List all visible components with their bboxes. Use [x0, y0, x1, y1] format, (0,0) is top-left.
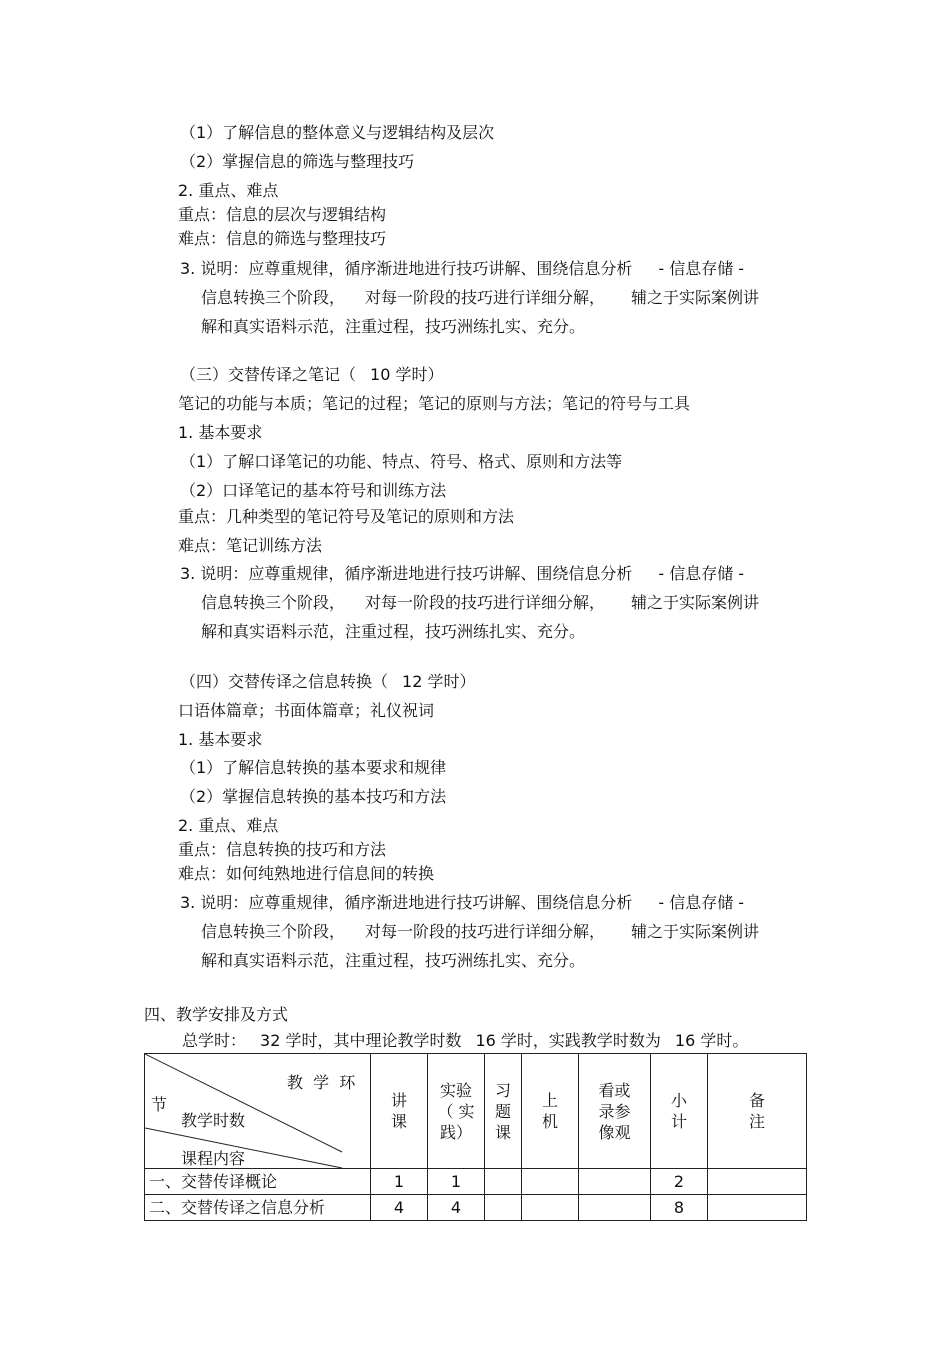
note-text: 辅之于实际案例讲: [631, 288, 760, 307]
total-hours-line: [182, 1031, 748, 1051]
note-line-3: 解和真实语料示范，注重过程，技巧洲练扎实、充分。: [201, 317, 586, 336]
table-cell: [522, 1195, 579, 1221]
note-text: - 信息存储 -: [658, 564, 745, 583]
section-title-text: （三）交替传译之笔记（: [180, 365, 357, 384]
corner-label-top: 教 学 环: [287, 1073, 356, 1092]
note-text: - 信息存储 -: [658, 893, 745, 912]
corner-label-bottom: 课程内容: [181, 1149, 246, 1168]
table-cell: [485, 1195, 522, 1221]
table-cell: [522, 1169, 579, 1195]
note-line-2: [201, 593, 759, 613]
note-text: 信息转换三个阶段，: [201, 593, 346, 612]
difficult-point: 难点：如何纯熟地进行信息间的转换: [178, 864, 435, 883]
section-title-text: （四）交替传译之信息转换（: [180, 672, 389, 691]
key-point: 重点：信息的层次与逻辑结构: [178, 205, 387, 224]
note-line-2: [201, 288, 759, 308]
difficult-point: 难点：笔记训练方法: [178, 536, 323, 555]
header-subtotal: 小 计: [651, 1054, 708, 1169]
note-line-3: 解和真实语料示范，注重过程，技巧洲练扎实、充分。: [201, 622, 586, 641]
key-difficult-title: 2. 重点、难点: [178, 816, 279, 835]
section-hours: 12 学时）: [402, 672, 476, 691]
objective-2: （2）口译笔记的基本符号和训练方法: [180, 481, 447, 500]
corner-label-jie: 节: [151, 1095, 168, 1114]
note-line-1: [180, 259, 744, 279]
hours-text: 16 学时，实践教学时数为: [475, 1031, 661, 1050]
header-video: 看或 录参 像观: [579, 1054, 651, 1169]
note-text: 辅之于实际案例讲: [631, 593, 760, 612]
requirements-title: 1. 基本要求: [178, 730, 263, 749]
table-cell: 1: [428, 1169, 485, 1195]
difficult-point: 难点：信息的筛选与整理技巧: [178, 229, 387, 248]
table-cell: 4: [371, 1195, 428, 1221]
note-text: 3. 说明：应尊重规律，循序渐进地进行技巧讲解、围绕信息分析: [180, 893, 633, 912]
header-computer: 上 机: [522, 1054, 579, 1169]
objective-1: （1）了解信息的整体意义与逻辑结构及层次: [180, 123, 495, 142]
table-cell: 1: [371, 1169, 428, 1195]
table-cell: 4: [428, 1195, 485, 1221]
hours-text: 32 学时，其中理论教学时数: [260, 1031, 462, 1050]
hours-text: 总学时：: [182, 1031, 247, 1050]
note-text: 对每一阶段的技巧进行详细分解，: [365, 922, 606, 941]
note-text: 信息转换三个阶段，: [201, 922, 346, 941]
objective-1: （1）了解口译笔记的功能、特点、符号、格式、原则和方法等: [180, 452, 623, 471]
table-cell: [708, 1169, 807, 1195]
hours-text: 16 学时。: [674, 1031, 749, 1050]
row-label: 二、交替传译之信息分析: [145, 1195, 371, 1221]
table-cell: [708, 1195, 807, 1221]
note-line-1: [180, 893, 744, 913]
header-experiment: 实验 （ 实 践）: [428, 1054, 485, 1169]
table-cell: [579, 1169, 651, 1195]
header-lecture: 讲 课: [371, 1054, 428, 1169]
note-line-1: [180, 564, 744, 584]
schedule-table: [144, 1053, 807, 1221]
note-text: 对每一阶段的技巧进行详细分解，: [365, 288, 606, 307]
table-row: [145, 1195, 807, 1221]
table-cell: [485, 1169, 522, 1195]
header-remarks: 备 注: [708, 1054, 807, 1169]
note-text: 信息转换三个阶段，: [201, 288, 346, 307]
note-text: - 信息存储 -: [658, 259, 745, 278]
header-exercise: 习 题 课: [485, 1054, 522, 1169]
note-text: 3. 说明：应尊重规律，循序渐进地进行技巧讲解、围绕信息分析: [180, 564, 633, 583]
key-point: 重点：几种类型的笔记符号及笔记的原则和方法: [178, 507, 515, 526]
objective-2: （2）掌握信息转换的基本技巧和方法: [180, 787, 447, 806]
section-hours: 10 学时）: [370, 365, 444, 384]
note-line-3: 解和真实语料示范，注重过程，技巧洲练扎实、充分。: [201, 951, 586, 970]
row-label: 一、交替传译概论: [145, 1169, 371, 1195]
part-4-heading: 四、教学安排及方式: [144, 1005, 289, 1024]
table-header-row: [145, 1054, 807, 1169]
requirements-title: 1. 基本要求: [178, 423, 263, 442]
section-3-title: [180, 365, 443, 385]
objective-2: （2）掌握信息的筛选与整理技巧: [180, 152, 415, 171]
key-difficult-title: 2. 重点、难点: [178, 181, 279, 200]
corner-cell: [145, 1054, 371, 1169]
note-text: 3. 说明：应尊重规律，循序渐进地进行技巧讲解、围绕信息分析: [180, 259, 633, 278]
section-3-topics: 笔记的功能与本质；笔记的过程；笔记的原则与方法；笔记的符号与工具: [178, 394, 691, 413]
table-cell: 8: [651, 1195, 708, 1221]
section-4-title: [180, 672, 475, 692]
section-4-topics: 口语体篇章；书面体篇章；礼仪祝词: [178, 701, 435, 720]
table-cell: [579, 1195, 651, 1221]
key-point: 重点：信息转换的技巧和方法: [178, 840, 387, 859]
note-text: 对每一阶段的技巧进行详细分解，: [365, 593, 606, 612]
corner-label-mid: 教学时数: [181, 1111, 246, 1130]
note-line-2: [201, 922, 759, 942]
table-row: [145, 1169, 807, 1195]
table-cell: 2: [651, 1169, 708, 1195]
note-text: 辅之于实际案例讲: [631, 922, 760, 941]
objective-1: （1）了解信息转换的基本要求和规律: [180, 758, 447, 777]
